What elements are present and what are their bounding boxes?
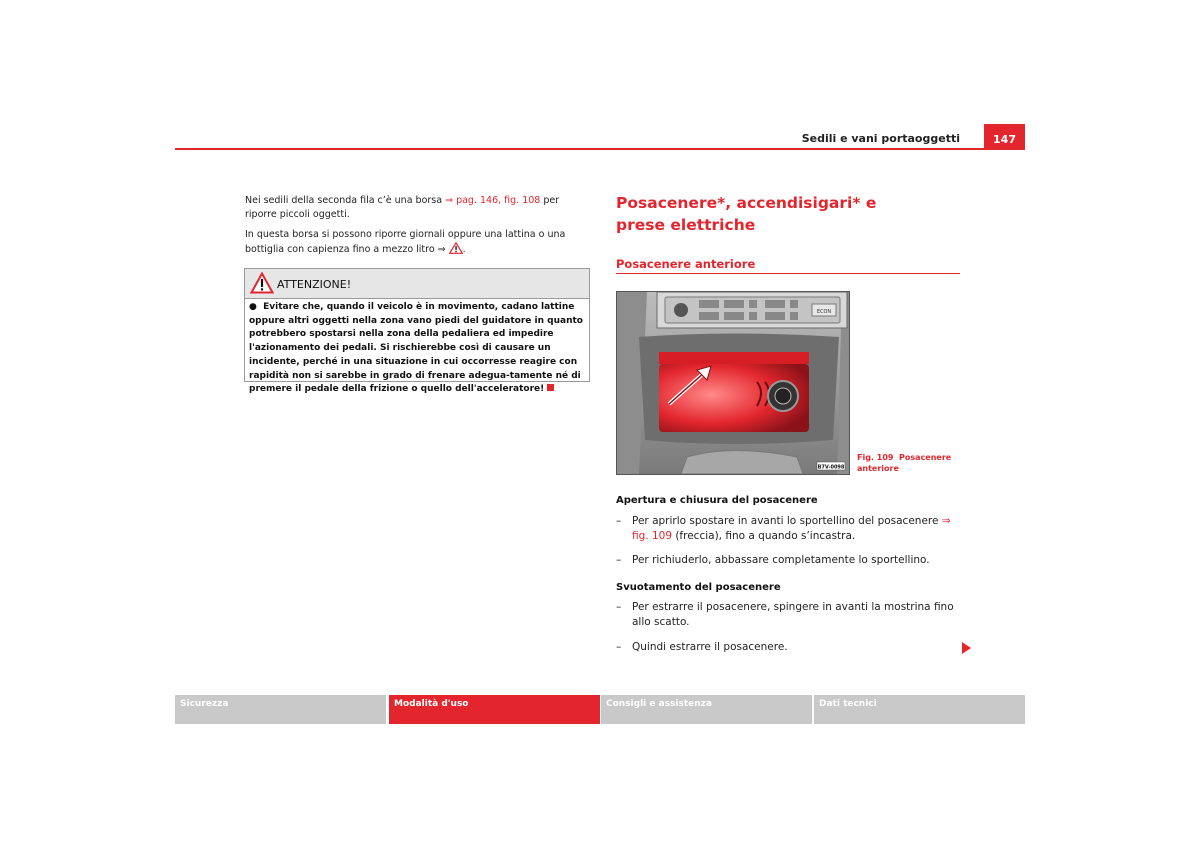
figure-caption [857, 452, 967, 474]
warning-reference-icon[interactable] [449, 242, 463, 254]
list-item [616, 553, 956, 568]
list-item [616, 600, 956, 630]
para1-text-end: per riporre piccoli oggetti. [245, 195, 560, 220]
subheading-open-close: Apertura e chiusura del posacenere [616, 495, 818, 506]
figure-number: Fig. 109 [857, 453, 894, 462]
list-item-text: Per richiuderlo, abbassare completamente lo sportellino. [632, 554, 930, 566]
cross-reference-link[interactable]: ⇒ pag. 146, fig. 108 [445, 195, 541, 206]
ashtray-illustration [617, 292, 849, 474]
list-dash: – [616, 641, 622, 653]
warning-triangle-icon [250, 272, 274, 294]
list-item-text-start: Per aprirlo spostare in avanti lo sportellino del posacenere [632, 515, 942, 527]
warning-box [244, 268, 590, 395]
tab-label: Sicurezza [180, 699, 229, 709]
figure-reference-link[interactable]: ⇒ fig. 109 [632, 515, 951, 542]
warning-title: ATTENZIONE! [277, 278, 352, 291]
para2-end: . [462, 243, 466, 255]
list-item-text: Per estrarre il posacenere, spingere in avanti la mostrina fino allo scatto. [632, 601, 954, 628]
para1-text: Nei sedili della seconda fila c’è una borsa [245, 195, 446, 206]
end-of-section-marker [547, 384, 554, 391]
list-dash: – [616, 554, 622, 566]
warning-text [249, 301, 585, 397]
list-dash: – [616, 601, 622, 613]
section-title: Posacenere*, accendisigari* e prese elettriche [616, 194, 877, 234]
subheading-emptying: Svuotamento del posacenere [616, 582, 781, 593]
econ-label: ECON [816, 309, 832, 315]
list-item-text: Quindi estrarre il posacenere. [632, 641, 788, 653]
tab-modalita-duso[interactable] [389, 695, 600, 724]
warning-bullet: ● [249, 302, 257, 312]
figure-ashtray-photo [616, 291, 850, 475]
page-number: 147 [984, 124, 1025, 148]
subsection-title: Posacenere anteriore [616, 257, 960, 274]
tab-label: Consigli e assistenza [606, 699, 712, 709]
warning-body-text: Evitare che, quando il veicolo è in movimento, cadano lattine oppure altri oggetti nella zona vano piedi del guidatore in quanto potrebbero spostarsi nella zona della pedaliera ed impedire l'azionamento dei pedali. Si rischierebbe così di causare un incidente, perché in una situazione in cui occorresse reagire con rapidità non si sarebbe in grado di frenare adegua-tamente né di premere il pedale della frizione o quello dell'acceleratore! [249, 302, 583, 395]
continue-arrow-icon[interactable] [962, 642, 971, 654]
running-header-title: Sedili e vani portaoggetti [801, 132, 960, 145]
para2-text: In questa borsa si possono riporre giornali oppure una lattina o una bottiglia con capienza fino a mezzo litro ⇒ [245, 229, 566, 255]
list-item [616, 640, 956, 655]
tab-sicurezza[interactable] [175, 695, 386, 724]
list-dash: – [616, 515, 622, 527]
header-rule [175, 148, 1025, 150]
list-item-text-end: (freccia), fino a quando s’incastra. [672, 530, 856, 542]
figure-caption-text: Posacenere anteriore [857, 453, 952, 473]
warning-header [245, 269, 589, 299]
list-item [616, 514, 956, 544]
tab-dati-tecnici[interactable] [814, 695, 1025, 724]
paragraph-bag [245, 194, 590, 221]
paragraph-capacity [245, 228, 590, 256]
list-item-text [632, 514, 962, 544]
figure-code: B7V-0098 [817, 464, 845, 471]
tab-label: Modalità d'uso [394, 699, 469, 709]
tab-label: Dati tecnici [819, 699, 877, 709]
tab-consigli-e-assistenza[interactable] [601, 695, 812, 724]
